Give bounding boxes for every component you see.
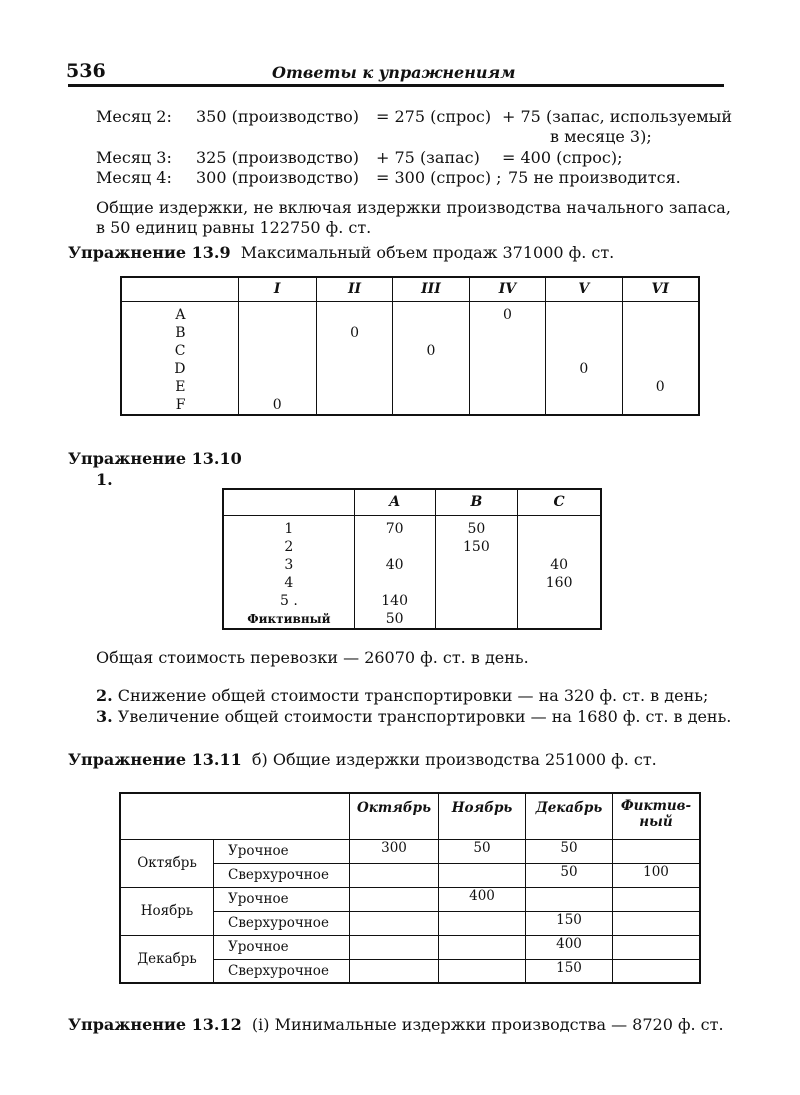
table-cell (546, 396, 621, 414)
table-cell (350, 935, 439, 959)
row-label: 5 . (279, 592, 298, 609)
corner-cell (121, 277, 238, 301)
column-values (238, 301, 316, 415)
row-labels (223, 515, 354, 629)
table-cell: 0 (579, 360, 589, 377)
table-cell (470, 342, 545, 360)
table-cell: 0 (426, 342, 436, 359)
table-cell (239, 360, 316, 378)
column-header: B (435, 489, 518, 515)
table-cell: 40 (385, 556, 404, 573)
table-cell: 150 (526, 911, 613, 935)
table-row (120, 839, 700, 863)
table-cell (393, 306, 468, 324)
row-label-fictitious: Фиктивный (247, 611, 331, 626)
work-type: Сверхурочное (214, 911, 350, 935)
table-cell: 40 (550, 556, 569, 573)
table-cell (470, 324, 545, 342)
table-cell (623, 360, 699, 378)
table-cell (470, 396, 545, 414)
row-labels (121, 301, 238, 415)
column-header: A (354, 489, 435, 515)
table-cell (239, 306, 316, 324)
column-values (316, 301, 392, 415)
column-header: II (316, 277, 392, 301)
column-header: V (546, 277, 622, 301)
table-cell (239, 378, 316, 396)
table-cell (613, 887, 701, 911)
total-cost-text: Общая стоимость перевозки — 26070 ф. ст. в день. (96, 648, 529, 667)
work-type: Сверхурочное (214, 863, 350, 887)
exercise-13-9-title: Упражнение 13.9 (68, 243, 231, 262)
table-cell: 50 (467, 520, 486, 537)
row-label: D (174, 360, 186, 377)
table-cell: 150 (526, 959, 613, 983)
table-cell (613, 935, 701, 959)
table-cell (546, 342, 621, 360)
column-header: Ноябрь (439, 793, 526, 839)
table-cell (518, 592, 600, 610)
row-label: F (175, 396, 186, 413)
table-cell (239, 342, 316, 360)
table-cell (613, 959, 701, 983)
table-cell: 70 (385, 520, 404, 537)
exercise-13-12-text: (i) Минимальные издержки производства — 8720 ф. ст. (251, 1015, 724, 1034)
table-cell (546, 306, 621, 324)
table-cell: 400 (439, 887, 526, 911)
month-label: Месяц 2: (96, 107, 172, 126)
header-line: ный (639, 814, 673, 830)
column-header: VI (622, 277, 699, 301)
month-label: Декабрь (120, 935, 214, 983)
month-demand: = 275 (спрос) (376, 107, 492, 126)
table-cell: 160 (545, 574, 573, 591)
table-cell (355, 538, 435, 556)
exercise-13-11-table (119, 792, 701, 984)
table-cell (546, 378, 621, 396)
table-cell (623, 396, 699, 414)
row-label: 4 (284, 574, 294, 591)
column-header-fictitious (613, 793, 701, 839)
running-title: Ответы к упражнениям (272, 63, 516, 82)
table-cell: 50 (526, 863, 613, 887)
table-cell (317, 342, 392, 360)
month-stock: + 75 (запас) (376, 148, 480, 167)
table-row (120, 935, 700, 959)
column-header: I (238, 277, 316, 301)
month-production: 325 (производство) (196, 148, 359, 167)
month-label: Ноябрь (120, 887, 214, 935)
row-label: 1 (284, 520, 294, 537)
table-cell (393, 378, 468, 396)
exercise-13-9-table (120, 276, 700, 416)
table-cell (470, 378, 545, 396)
work-type: Сверхурочное (214, 959, 350, 983)
table-row (120, 887, 700, 911)
table-cell (436, 556, 518, 574)
column-header: III (393, 277, 469, 301)
table-cell (317, 360, 392, 378)
table-cell (355, 574, 435, 592)
table-cell (350, 911, 439, 935)
table-cell (439, 863, 526, 887)
costs-note-line1: Общие издержки, не включая издержки производства начального запаса, (96, 198, 731, 217)
table-cell: 50 (439, 839, 526, 863)
column-header: IV (469, 277, 545, 301)
header-line: Фиктив- (620, 798, 692, 814)
column-values (469, 301, 545, 415)
month-rest: 75 не производится. (508, 168, 681, 187)
column-values (518, 515, 601, 629)
column-header: Октябрь (350, 793, 439, 839)
item-3-number: 3. (96, 707, 113, 726)
table-cell: 0 (272, 396, 282, 413)
table-cell: 140 (381, 592, 408, 609)
exercise-13-11-text: б) Общие издержки производства 251000 ф. ст. (251, 750, 657, 769)
month-demand: = 300 (спрос) ; (376, 168, 502, 187)
month-production: 300 (производство) (196, 168, 359, 187)
row-label: A (175, 306, 186, 323)
table-cell (436, 574, 518, 592)
table-cell: 150 (463, 538, 490, 555)
column-values (622, 301, 699, 415)
exercise-13-9-text: Максимальный объем продаж 371000 ф. ст. (240, 243, 615, 262)
table-cell (350, 959, 439, 983)
table-cell (526, 887, 613, 911)
row-label: 2 (284, 538, 294, 555)
month-rest: = 400 (спрос); (502, 148, 623, 167)
column-values (354, 515, 435, 629)
table-cell (439, 935, 526, 959)
work-type: Урочное (214, 839, 350, 863)
month-label: Месяц 4: (96, 168, 172, 187)
table-cell (317, 306, 392, 324)
exercise-13-10-title: Упражнение 13.10 (68, 449, 242, 468)
table-cell (518, 538, 600, 556)
row-label: C (174, 342, 186, 359)
month-production: 350 (производство) (196, 107, 359, 126)
table-cell: 100 (613, 863, 701, 887)
table-cell (393, 360, 468, 378)
table-cell (613, 911, 701, 935)
table-cell (613, 839, 701, 863)
column-header: Декабрь (526, 793, 613, 839)
header-rule (68, 84, 724, 87)
table-cell (350, 863, 439, 887)
item-1-number: 1. (96, 470, 113, 489)
column-values (393, 301, 469, 415)
table-cell: 50 (526, 839, 613, 863)
table-cell (239, 324, 316, 342)
page-number: 536 (66, 60, 106, 82)
table-cell (317, 378, 392, 396)
item-2-number: 2. (96, 686, 113, 705)
row-label: 3 (284, 556, 294, 573)
table-cell (436, 610, 518, 628)
column-values (435, 515, 518, 629)
work-type: Урочное (214, 935, 350, 959)
work-type: Урочное (214, 887, 350, 911)
exercise-13-11-title: Упражнение 13.11 (68, 750, 242, 769)
table-cell (350, 887, 439, 911)
exercise-13-12-title: Упражнение 13.12 (68, 1015, 242, 1034)
month-label: Месяц 3: (96, 148, 172, 167)
table-cell: 400 (526, 935, 613, 959)
row-label: E (175, 378, 186, 395)
table-cell (393, 396, 468, 414)
table-cell (439, 959, 526, 983)
table-cell (470, 360, 545, 378)
month-label: Октябрь (120, 839, 214, 887)
table-cell: 50 (385, 610, 404, 627)
table-cell: 0 (655, 378, 665, 395)
month-rest: + 75 (запас, используемый (502, 107, 733, 126)
table-cell (546, 324, 621, 342)
column-header: C (518, 489, 601, 515)
table-cell (623, 306, 699, 324)
table-cell (393, 324, 468, 342)
corner-cell (120, 793, 350, 839)
table-cell: 300 (350, 839, 439, 863)
item-2-text: Снижение общей стоимости транспортировки — на 320 ф. ст. в день; (117, 686, 709, 705)
month-rest-cont: в месяце 3); (550, 127, 652, 146)
table-cell (623, 342, 699, 360)
table-cell (518, 520, 600, 538)
costs-note-line2: в 50 единиц равны 122750 ф. ст. (96, 218, 372, 237)
item-3-text: Увеличение общей стоимости транспортировки — на 1680 ф. ст. в день. (117, 707, 732, 726)
table-cell: 0 (350, 324, 359, 341)
table-cell (439, 911, 526, 935)
table-cell: 0 (502, 306, 512, 323)
table-cell (436, 592, 518, 610)
column-values (546, 301, 622, 415)
exercise-13-10-table (222, 488, 602, 630)
table-cell (317, 396, 392, 414)
corner-cell (223, 489, 354, 515)
table-cell (518, 610, 600, 628)
row-label: B (175, 324, 186, 341)
table-cell (623, 324, 699, 342)
